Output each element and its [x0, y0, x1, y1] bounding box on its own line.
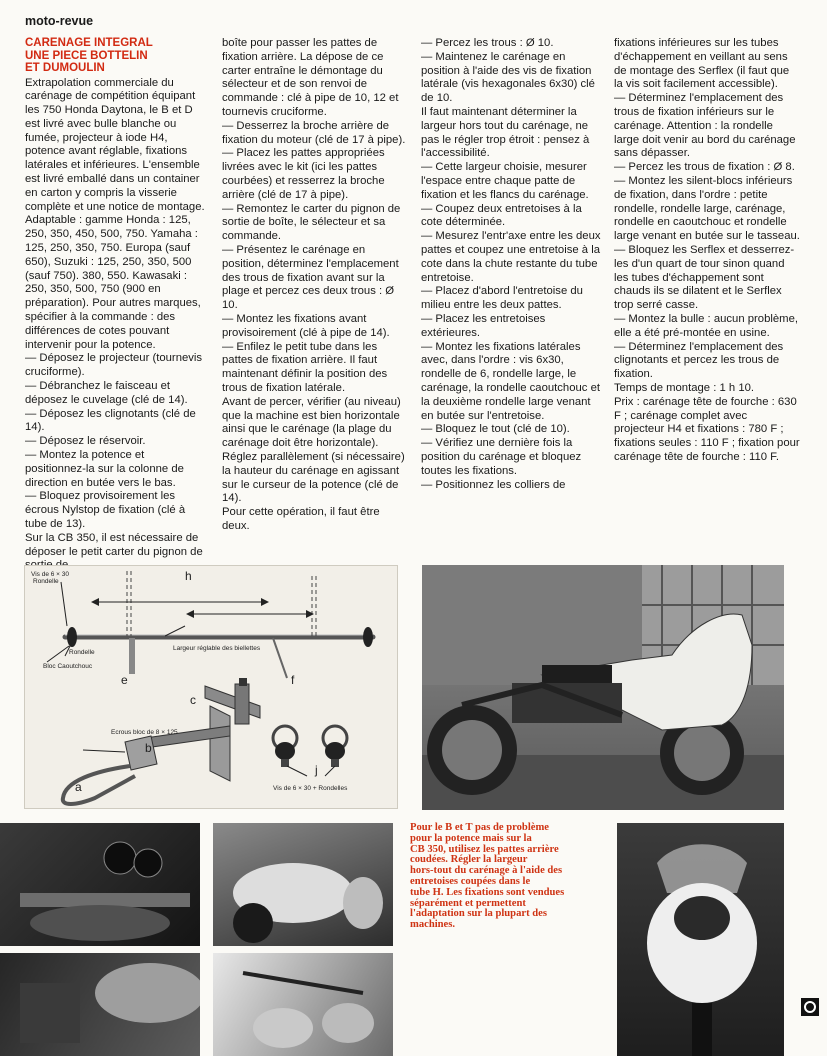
article-paragraph: Il faut maintenant déterminer la largeur hors tout du carénage, ne pas le régler trop étroit : pensez à l'accessibilité.	[421, 105, 590, 160]
article-paragraph: — Placez les entretoises extérieures.	[421, 312, 546, 339]
article-paragraph: Prix : carénage tête de fourche : 630 F ; carénage complet avec projecteur H4 et fixations : 780 F ; fixations seules : 110 F ; fixation pour carénage tête de fourche : 110 F.	[614, 395, 800, 463]
label-largeur: Largeur réglable des biellettes	[173, 645, 261, 652]
magazine-header: moto-revue	[25, 14, 94, 28]
label-a: a	[75, 780, 82, 794]
article-paragraph: — Positionnez les colliers de	[421, 478, 566, 491]
article-paragraph: — Débranchez le faisceau et déposez le cuvelage (clé de 14).	[25, 380, 188, 406]
photo-dashboard	[0, 823, 200, 946]
photo-fairing-front	[617, 823, 784, 1056]
article-paragraph: — Montez les fixations latérales avec, dans l'ordre : vis 6x30, rondelle de 6, rondelle large, le carénage, la rondelle caoutchouc et la deuxième rondelle large venant en butée sur l'entretoise.	[421, 340, 600, 422]
photo-tools	[213, 953, 393, 1056]
article-column-1	[25, 37, 207, 573]
article-paragraph: — Bloquez le tout (clé de 10).	[421, 423, 570, 436]
caption-line: hors-tout du carénage à l'aide des	[410, 865, 563, 877]
label-bloc-caoutchouc: Bloc Caoutchouc	[43, 663, 93, 670]
caption-line: séparément et permettent	[410, 897, 526, 909]
article-paragraph: — Placez les pattes appropriées livrées avec le kit (ici les pattes courbées) et resserrez la broche arrière (clé de 17 à pipe).	[222, 147, 385, 201]
article-title	[25, 37, 207, 75]
article-paragraph: — Montez la bulle : aucun problème, elle a été pré-montée en usine.	[614, 312, 798, 339]
article-paragraph: — Remontez le carter du pignon de sortie de boîte, le sélecteur et sa commande.	[222, 202, 401, 243]
photo-engine-drawing	[0, 953, 200, 1056]
fairing-mount-diagram	[24, 565, 398, 809]
article-column-2	[222, 37, 407, 534]
article-paragraph: boîte pour passer les pattes de fixation arrière. La dépose de ce carter entraîne le démontage du sélecteur et de son renvoi de commande : clé à pipe de 10, 12 et tournevis cruciforme.	[222, 37, 399, 118]
label-e: e	[121, 673, 128, 687]
article-paragraph: — Déposez les clignotants (clé de 14).	[25, 407, 196, 434]
caption-line: coudées. Régler la largeur	[410, 854, 528, 866]
caption-line: entretoises coupées dans le	[410, 875, 531, 887]
photo-tools-drawing	[213, 953, 393, 1056]
article-paragraph: — Bloquez les Serflex et desserrez-les d'un quart de tour sinon quand les tubes d'échappement sont chauds ils se dilatent et le Serflex trop serré casse.	[614, 243, 795, 312]
photo-fairing-detail-drawing	[213, 823, 393, 946]
photo-caption	[410, 823, 602, 931]
caption-line: pour la potence mais sur la	[410, 832, 532, 844]
article-paragraph: fixations inférieures sur les tubes d'échappement en veillant au sens de montage des Serflex (il faut que la vis soit facilement accessible).	[614, 37, 790, 91]
article-paragraph: — Percez les trous de fixation : Ø 8.	[614, 161, 795, 174]
article-paragraph: — Montez les silent-blocs inférieurs de fixation, dans l'ordre : petite rondelle, rondelle large, carénage, rondelle en caoutchouc et rondelle large venant en butée sur le tasseau.	[614, 174, 800, 243]
article-paragraph: Avant de percer, vérifier (au niveau) que la machine est bien horizontale ainsi que le carénage (la plage du carénage doit être horizontale). Réglez parallèlement (si nécessaire) la hauteur du carénage en agissant sur le curseur de la potence (clé de 14).	[222, 395, 405, 505]
article-paragraph: — Montez les fixations avant provisoirement (clé à pipe de 14).	[222, 312, 390, 339]
article-paragraph: — Percez les trous : Ø 10.	[421, 37, 554, 49]
article-paragraph: Temps de montage : 1 h 10.	[614, 381, 755, 394]
article-paragraph: — Maintenez le carénage en position à l'aide des vis de fixation latérale (vis hexagonales 6x30) clé de 10.	[421, 50, 595, 105]
article-paragraph: — Présentez le carénage en position, déterminez l'emplacement des trous de fixation avant sur la plage et percez ces deux trous : Ø 10.	[222, 243, 399, 312]
motorcycle-photo-drawing	[422, 565, 784, 810]
page-corner-icon-drawing	[801, 998, 819, 1016]
article-paragraph: — Enfilez le petit tube dans les pattes de fixation arrière. Il faut maintenant définir la position des trous de fixation latérale.	[222, 340, 388, 394]
caption-line: CB 350, utilisez les pattes arrière	[410, 843, 559, 855]
title-line-3: ET DUMOULIN	[25, 62, 105, 74]
article-paragraph: Extrapolation commerciale du carénage de compétition équipant les 750 Honda Daytona, le B et D est livré avec bulle blanche ou fumée, projecteur à iode H4, potence avant réglable, fixations latérales et inférieures. L'ensemble est livré emballé dans un container en carton y compris la visserie complète et une notice de montage.	[25, 76, 205, 213]
article-paragraph: — Déterminez l'emplacement des clignotants et percez les trous de fixation.	[614, 340, 784, 381]
label-screw-top: Vis de 6 × 30	[31, 571, 70, 578]
article-paragraph: — Mesurez l'entr'axe entre les deux pattes et coupez une entretoise à la cote dans la chute restante du tube entretoise.	[421, 230, 601, 284]
motorcycle-photo	[422, 565, 784, 810]
title-line-1: CARENAGE INTEGRAL	[25, 37, 153, 49]
article-paragraph: Pour cette opération, il faut être deux.	[222, 506, 380, 532]
article-paragraph: — Déterminez l'emplacement des trous de fixation inférieurs sur le carénage. Attention : la rondelle large doit venir au bord du carénage sans dépasser.	[614, 92, 796, 160]
label-washer-top: Rondelle	[33, 578, 59, 585]
caption-line: machines.	[410, 919, 456, 931]
caption-line: l'adaptation sur la plupart des	[410, 908, 547, 920]
article-column-3	[421, 37, 601, 492]
label-f: f	[291, 673, 295, 687]
caption-line: tube H. Les fixations sont vendues	[410, 886, 565, 898]
article-paragraph: — Placez d'abord l'entretoise du milieu entre les deux pattes.	[421, 285, 583, 312]
article-paragraph: — Déposez le réservoir.	[25, 435, 146, 448]
article-paragraph: — Montez la potence et positionnez-la sur la colonne de direction en butée vers le bas.	[25, 449, 184, 489]
article-paragraph: — Déposez le projecteur (tournevis cruciforme).	[25, 352, 203, 379]
label-b: b	[145, 741, 152, 755]
diagram-drawing	[25, 566, 397, 808]
label-ecrous: Ecrous bloc de 8 × 125	[111, 729, 178, 736]
photo-fairing-detail	[213, 823, 393, 946]
article-paragraph: — Vérifiez une dernière fois la position du carénage et bloquez toutes les fixations.	[421, 437, 582, 477]
article-paragraph: Sur la CB 350, il est nécessaire de déposer le petit carter du pignon de	[25, 531, 203, 558]
article-paragraph: Adaptable : gamme Honda : 125, 250, 350, 450, 500, 750. Yamaha : 125, 250, 350, 750. Europa (sauf 650), Suzuki : 125, 250, 350, 500 (sauf 750). 380, 550. Kawasaki : 250, 350, 500, 750 (900 en préparation). Pour autres marques, spécifier à la commande : des différences de cotes pouvant intervenir pour la potence.	[25, 214, 201, 351]
article-paragraph: — Cette largeur choisie, mesurer l'espace entre chaque patte de fixation et les flancs du carénage.	[421, 161, 589, 201]
label-j: j	[315, 763, 318, 777]
article-paragraph: — Bloquez provisoirement les écrous Nylstop de fixation (clé à tube de 13).	[25, 490, 186, 530]
article-paragraph: — Coupez deux entretoises à la cote déterminée.	[421, 202, 582, 229]
article-column-4	[614, 37, 800, 465]
label-vis-bottom: Vis de 6 × 30 + Rondelles	[273, 785, 348, 792]
title-line-2: UNE PIECE BOTTELIN	[25, 49, 148, 62]
caption-line: Pour le B et T pas de problème	[410, 822, 550, 833]
photo-dashboard-drawing	[0, 823, 200, 946]
photo-engine	[0, 953, 200, 1056]
label-c: c	[190, 693, 196, 707]
photo-fairing-front-drawing	[617, 823, 784, 1056]
page-corner-icon	[801, 998, 819, 1016]
label-h: h	[185, 569, 192, 583]
label-rondelle: Rondelle	[69, 649, 95, 656]
article-paragraph: — Desserrez la broche arrière de fixation du moteur (clé de 17 à pipe).	[222, 119, 406, 146]
